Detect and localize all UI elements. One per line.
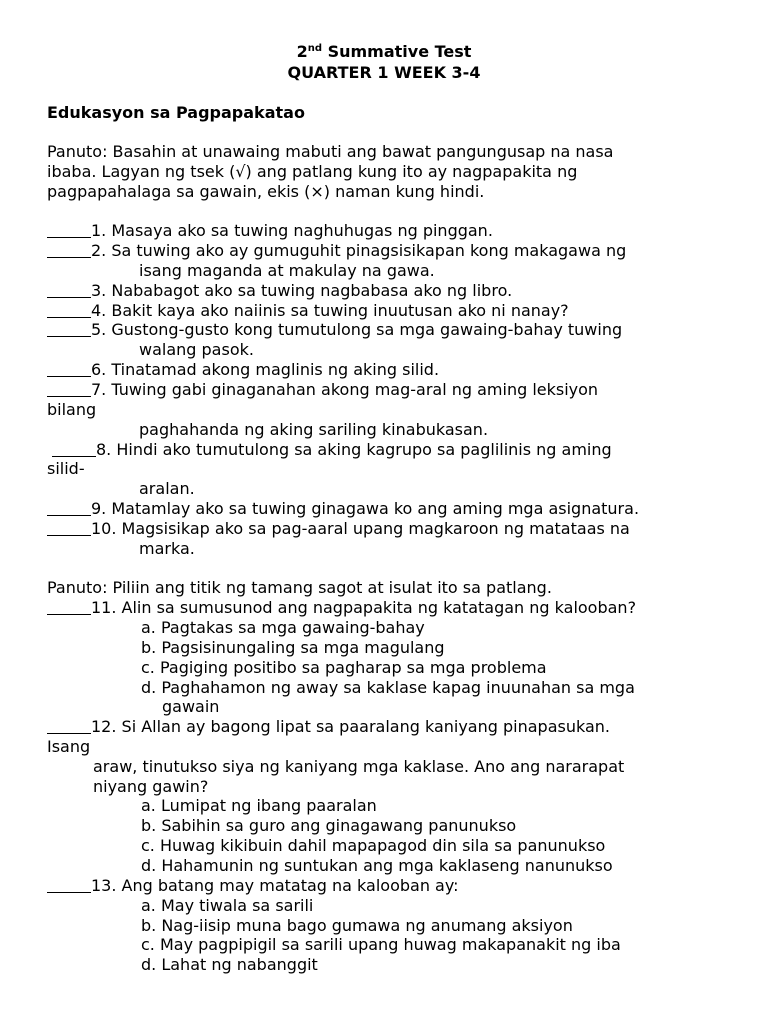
answer-blank[interactable]: [47, 303, 91, 318]
instruction-line: Panuto: Basahin at unawaing mabuti ang bawat pangungusap na nasa: [47, 142, 614, 161]
item-text: 3. Nababagot ako sa tuwing nagbabasa ako ng libro.: [91, 281, 513, 300]
question-text: 11. Alin sa sumusunod ang nagpapakita ng katatagan ng kalooban?: [91, 598, 637, 617]
answer-blank[interactable]: [47, 521, 91, 536]
subject-heading: Edukasyon sa Pagpapakatao: [47, 103, 305, 122]
question-text: 12. Si Allan ay bagong lipat sa paaralang kaniyang pinapasukan.: [91, 717, 610, 736]
item-4: [47, 301, 569, 321]
item-text: 10. Magsisikap ako sa pag-aaral upang magkaroon ng matataas na: [91, 519, 630, 538]
item-9: [47, 499, 639, 519]
choice-c: c. Pagiging positibo sa pagharap sa mga problema: [141, 658, 547, 677]
item-text: 7. Tuwing gabi ginaganahan akong mag-aral ng aming leksiyon: [91, 380, 599, 399]
item-wrap-word: silid-: [47, 459, 85, 478]
choice-c: c. Huwag kikibuin dahil mapapagod din sila sa panunukso: [141, 836, 606, 855]
item-2: [47, 241, 626, 261]
question-11: [47, 598, 636, 618]
choice-b: b. Pagsisinungaling sa mga magulang: [141, 638, 445, 657]
item-1: [47, 221, 493, 241]
instruction-line: Panuto: Piliin ang titik ng tamang sagot at isulat ito sa patlang.: [47, 578, 552, 597]
answer-blank[interactable]: [47, 362, 91, 377]
instruction-line: ibaba. Lagyan ng tsek (√) ang patlang kung ito ay nagpapakita ng: [47, 162, 578, 181]
choice-b: b. Sabihin sa guro ang ginagawang panunukso: [141, 816, 517, 835]
question-13: [47, 876, 459, 896]
item-continuation: aralan.: [139, 479, 195, 498]
instruction-line: pagpapahalaga sa gawain, ekis (×) naman kung hindi.: [47, 182, 485, 201]
item-7: [47, 380, 598, 400]
title-ordinal: 2: [296, 42, 308, 61]
answer-blank[interactable]: [47, 382, 91, 397]
answer-blank[interactable]: [47, 243, 91, 258]
item-continuation: walang pasok.: [139, 340, 254, 359]
question-wrap-word: Isang: [47, 737, 91, 756]
item-10: [47, 519, 630, 539]
title-ordinal-suffix: nd: [307, 43, 322, 54]
answer-blank[interactable]: [47, 878, 91, 893]
item-continuation: isang maganda at makulay na gawa.: [139, 261, 435, 280]
choice-b: b. Nag-iisip muna bago gumawa ng anumang aksiyon: [141, 916, 573, 935]
title-text: Summative Test: [322, 42, 472, 61]
choice-a: a. May tiwala sa sarili: [141, 896, 314, 915]
item-continuation: marka.: [139, 539, 195, 558]
answer-blank[interactable]: [47, 283, 91, 298]
item-text: 2. Sa tuwing ako ay gumuguhit pinagsisikapan kong makagawa ng: [91, 241, 627, 260]
item-text: 8. Hindi ako tumutulong sa aking kagrupo sa paglilinis ng aming: [96, 440, 612, 459]
item-text: 9. Matamlay ako sa tuwing ginagawa ko ang aming mga asignatura.: [91, 499, 640, 518]
item-5: [47, 320, 622, 340]
test-title: [0, 42, 768, 62]
answer-blank[interactable]: [52, 442, 96, 457]
choice-a: a. Pagtakas sa mga gawaing-bahay: [141, 618, 425, 637]
quarter-subtitle: QUARTER 1 WEEK 3-4: [287, 63, 481, 82]
answer-blank[interactable]: [47, 501, 91, 516]
choice-a: a. Lumipat ng ibang paaralan: [141, 796, 377, 815]
answer-blank[interactable]: [47, 322, 91, 337]
question-continuation: araw, tinutukso siya ng kaniyang mga kaklase. Ano ang nararapat: [93, 757, 625, 776]
choice-d: d. Hahamunin ng suntukan ang mga kaklaseng nanunukso: [141, 856, 613, 875]
choice-continuation: gawain: [162, 697, 220, 716]
question-12: [47, 717, 610, 737]
question-text: 13. Ang batang may matatag na kalooban ay:: [91, 876, 459, 895]
choice-d: d. Lahat ng nabanggit: [141, 955, 318, 974]
item-3: [47, 281, 512, 301]
question-continuation: niyang gawin?: [93, 777, 209, 796]
choice-c: c. May pagpipigil sa sarili upang huwag makapanakit ng iba: [141, 935, 621, 954]
item-text: 1. Masaya ako sa tuwing naghuhugas ng pinggan.: [91, 221, 493, 240]
item-8: [52, 440, 612, 460]
item-text: 5. Gustong-gusto kong tumutulong sa mga gawaing-bahay tuwing: [91, 320, 623, 339]
item-text: 4. Bakit kaya ako naiinis sa tuwing inuutusan ako ni nanay?: [91, 301, 569, 320]
item-wrap-word: bilang: [47, 400, 97, 419]
item-continuation: paghahanda ng aking sariling kinabukasan.: [139, 420, 489, 439]
answer-blank[interactable]: [47, 223, 91, 238]
answer-blank[interactable]: [47, 719, 91, 734]
item-6: [47, 360, 439, 380]
answer-blank[interactable]: [47, 600, 91, 615]
choice-d: d. Paghahamon ng away sa kaklase kapag inuunahan sa mga: [141, 678, 635, 697]
item-text: 6. Tinatamad akong maglinis ng aking silid.: [91, 360, 440, 379]
